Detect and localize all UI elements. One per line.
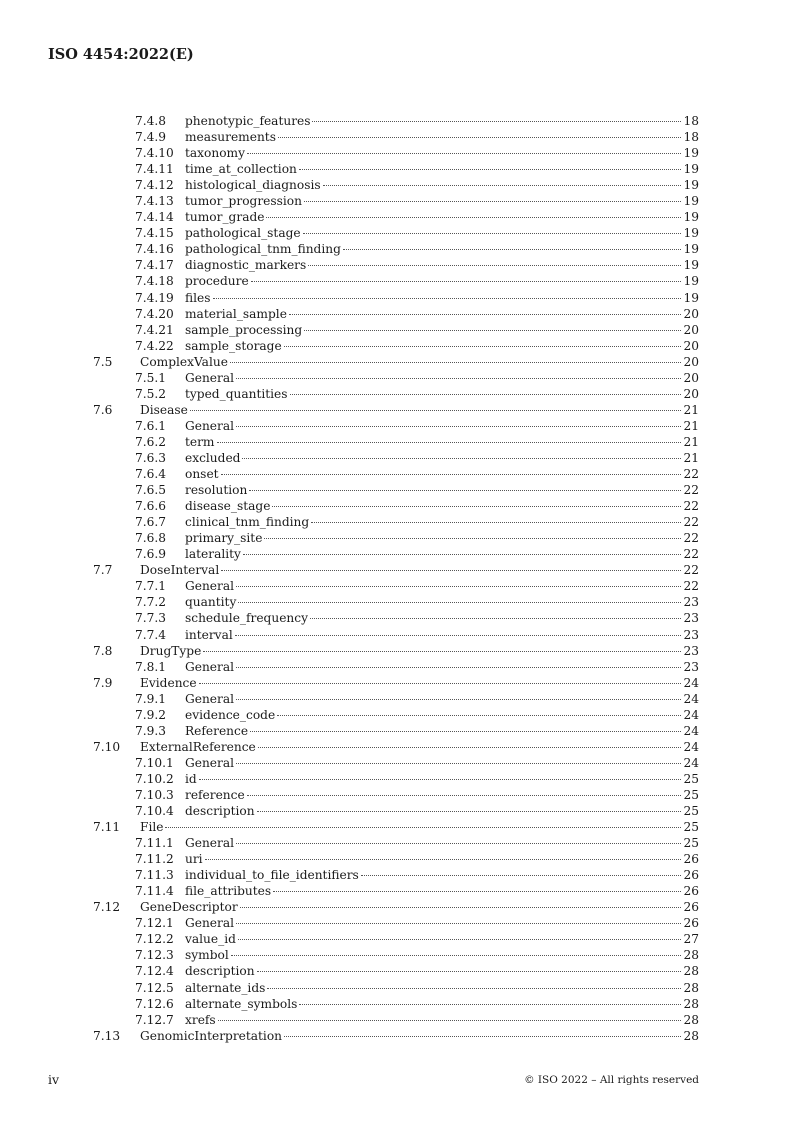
toc-entry-page: 24 [683,691,699,706]
toc-entry-title: description [185,804,255,819]
toc-entry[interactable] [93,434,699,450]
dot-leader [205,859,681,860]
dot-leader [312,121,681,122]
toc-entry-title: tumor_progression [185,194,302,209]
toc-entry[interactable] [93,450,699,466]
toc-entry-title: value_id [185,932,236,947]
toc-entry-number: 7.9 [93,675,113,690]
page-number: iv [48,1072,60,1087]
toc-entry-title: sample_processing [185,322,303,337]
toc-entry-page: 22 [683,563,699,578]
toc-entry-page: 23 [683,595,699,610]
toc-entry-title: onset [185,467,219,482]
toc-entry-page: 20 [683,338,699,353]
toc-entry-title: General [185,370,234,385]
dot-leader [290,394,681,395]
toc-entry-number: 7.5.2 [135,386,167,401]
dot-leader [236,378,681,379]
toc-entry-title: General [185,836,234,851]
toc-entry-number: 7.4.20 [135,306,174,321]
toc-entry-number: 7.7.2 [135,595,167,610]
toc-entry[interactable] [93,659,699,675]
toc-entry-title: typed_quantities [185,386,288,401]
toc-entry-title: individual_to_file_identifiers [185,868,359,883]
dot-leader [190,410,681,411]
toc-entry-number: 7.6.2 [135,434,167,449]
toc-entry[interactable] [93,691,699,707]
toc-entry-page: 19 [683,258,699,273]
toc-entry-number: 7.6.3 [135,450,167,465]
dot-leader [213,298,682,299]
toc-entry-page: 22 [683,531,699,546]
toc-entry-page: 22 [683,547,699,562]
toc-entry-title: interval [185,627,233,642]
dot-leader [304,330,681,331]
toc-entry-page: 18 [683,130,699,145]
toc-entry-title: quantity [185,595,237,610]
toc-entry-number: 7.12.2 [135,932,174,947]
dot-leader [257,971,681,972]
toc-entry-title: ComplexValue [140,354,228,369]
toc-entry-title: procedure [185,274,249,289]
dot-leader [273,891,681,892]
dot-leader [236,426,681,427]
dot-leader [278,137,681,138]
toc-entry-title: xrefs [185,1012,216,1027]
toc-entry-number: 7.6.7 [135,515,167,530]
toc-entry-title: diagnostic_markers [185,258,307,273]
toc-entry[interactable] [93,707,699,723]
toc-entry-page: 19 [683,274,699,289]
dot-leader [264,538,681,539]
toc-entry[interactable] [93,225,699,241]
toc-entry[interactable] [93,482,699,498]
dot-leader [284,1036,681,1037]
dot-leader [238,602,681,603]
toc-entry[interactable] [93,145,699,161]
dot-leader [203,651,681,652]
dot-leader [258,747,681,748]
toc-entry[interactable] [93,883,699,899]
toc-entry-number: 7.10.4 [135,804,174,819]
toc-entry-title: General [185,659,234,674]
toc-entry-page: 28 [683,996,699,1011]
toc-entry-number: 7.9.3 [135,723,167,738]
toc-entry-page: 23 [683,659,699,674]
toc-entry[interactable] [93,354,699,370]
toc-entry-number: 7.4.11 [135,162,174,177]
toc-entry-title: sample_storage [185,338,282,353]
toc-entry-page: 28 [683,1012,699,1027]
toc-entry-title: pathological_stage [185,226,301,241]
toc-entry[interactable] [93,915,699,931]
toc-entry[interactable] [93,530,699,546]
toc-entry-title: evidence_code [185,707,276,722]
dot-leader [221,570,681,571]
toc-entry[interactable] [93,322,699,338]
toc-entry-title: GenomicInterpretation [140,1028,283,1043]
toc-entry[interactable] [93,386,699,402]
toc-entry-page: 19 [683,242,699,257]
toc-entry-page: 26 [683,852,699,867]
toc-entry-number: 7.11.4 [135,884,174,899]
toc-entry-number: 7.9.2 [135,707,167,722]
toc-entry-title: alternate_symbols [185,996,298,1011]
toc-entry[interactable] [93,996,699,1012]
toc-entry-page: 19 [683,194,699,209]
toc-entry-number: 7.4.17 [135,258,174,273]
toc-entry-page: 24 [683,739,699,754]
toc-entry-page: 23 [683,627,699,642]
toc-entry-title: General [185,755,234,770]
toc-entry-title: material_sample [185,306,287,321]
toc-entry-title: DoseInterval [140,563,220,578]
toc-entry[interactable] [93,177,699,193]
toc-entry-title: excluded [185,450,241,465]
toc-entry[interactable] [93,899,699,915]
toc-entry-page: 21 [683,418,699,433]
toc-entry-page: 19 [683,178,699,193]
dot-leader [267,988,681,989]
toc-entry-number: 7.6 [93,402,113,417]
toc-entry-page: 20 [683,370,699,385]
dot-leader [310,618,681,619]
toc-entry-title: General [185,691,234,706]
dot-leader [236,699,681,700]
toc-entry-title: taxonomy [185,146,246,161]
toc-entry[interactable] [93,771,699,787]
dot-leader [323,185,681,186]
dot-leader [289,314,681,315]
toc-entry-page: 24 [683,755,699,770]
dot-leader [343,249,681,250]
toc-entry-number: 7.10.1 [135,755,174,770]
toc-entry-title: schedule_frequency [185,611,308,626]
toc-entry-title: Evidence [140,675,197,690]
toc-entry-number: 7.4.16 [135,242,174,257]
toc-entry-title: primary_site [185,531,263,546]
toc-entry[interactable] [93,787,699,803]
toc-entry-page: 25 [683,804,699,819]
toc-entry-page: 26 [683,916,699,931]
toc-entry[interactable] [93,1012,699,1028]
toc-entry[interactable] [93,273,699,289]
toc-entry-page: 20 [683,354,699,369]
toc-entry-number: 7.4.8 [135,114,167,128]
dot-leader [236,763,681,764]
toc-entry-number: 7.11.3 [135,868,174,883]
dot-leader [230,362,681,363]
toc-entry-title: symbol [185,948,229,963]
toc-entry-title: time_at_collection [185,162,297,177]
dot-leader [242,458,681,459]
toc-entry-number: 7.9.1 [135,691,167,706]
toc-entry-title: uri [185,852,203,867]
dot-leader [217,442,682,443]
toc-entry-title: General [185,916,234,931]
toc-entry-title: phenotypic_features [185,114,311,128]
toc-entry[interactable] [93,161,699,177]
toc-entry[interactable] [93,466,699,482]
toc-entry[interactable] [93,113,699,129]
dot-leader [221,474,681,475]
toc-entry-page: 25 [683,787,699,802]
toc-entry[interactable] [93,755,699,771]
toc-entry-number: 7.7.4 [135,627,167,642]
toc-entry-number: 7.4.14 [135,210,174,225]
dot-leader [199,779,681,780]
toc-entry-number: 7.11 [93,820,121,835]
toc-entry-page: 24 [683,707,699,722]
dot-leader [236,667,681,668]
toc-entry-number: 7.10.2 [135,771,174,786]
toc-entry[interactable] [93,257,699,273]
toc-entry[interactable] [93,562,699,578]
toc-entry[interactable] [93,675,699,691]
toc-entry[interactable] [93,498,699,514]
toc-entry[interactable] [93,418,699,434]
toc-entry-number: 7.10 [93,739,121,754]
toc-entry[interactable] [93,610,699,626]
toc-entry-title: Reference [185,723,249,738]
toc-entry-page: 19 [683,146,699,161]
dot-leader [236,843,681,844]
toc-entry-page: 28 [683,948,699,963]
toc-entry-page: 20 [683,322,699,337]
toc-entry[interactable] [93,370,699,386]
toc-entry-number: 7.6.9 [135,547,167,562]
dot-leader [165,827,681,828]
toc-entry-number: 7.4.12 [135,178,174,193]
toc-entry-page: 23 [683,643,699,658]
toc-entry[interactable] [93,723,699,739]
toc-entry-number: 7.4.21 [135,322,174,337]
toc-entry-title: resolution [185,483,248,498]
toc-entry-title: GeneDescriptor [140,900,238,915]
dot-leader [303,233,681,234]
dot-leader [272,506,681,507]
toc-entry[interactable] [93,1028,699,1044]
dot-leader [266,217,681,218]
toc-entry[interactable] [93,514,699,530]
copyright-notice: © ISO 2022 – All rights reserved [524,1074,699,1086]
toc-entry[interactable] [93,739,699,755]
document-id-header: ISO 4454:2022(E) [48,46,194,63]
toc-entry-title: clinical_tnm_finding [185,515,310,530]
toc-entry-title: reference [185,787,245,802]
toc-entry-page: 25 [683,771,699,786]
toc-entry-number: 7.12.7 [135,1012,174,1027]
toc-entry-number: 7.8 [93,643,113,658]
toc-entry-page: 23 [683,611,699,626]
toc-entry-title: tumor_grade [185,210,265,225]
toc-entry-number: 7.6.5 [135,483,167,498]
dot-leader [299,1004,681,1005]
toc-entry[interactable] [93,546,699,562]
toc-entry-number: 7.4.18 [135,274,174,289]
toc-entry-page: 19 [683,162,699,177]
toc-entry-number: 7.4.9 [135,130,167,145]
toc-entry-number: 7.5.1 [135,370,167,385]
dot-leader [277,715,681,716]
toc-entry-number: 7.12.6 [135,996,174,1011]
table-of-contents [93,113,699,1044]
dot-leader [235,635,681,636]
toc-entry-number: 7.12.3 [135,948,174,963]
toc-entry-page: 19 [683,226,699,241]
dot-leader [199,683,681,684]
toc-entry-number: 7.10.3 [135,787,174,802]
toc-entry-page: 21 [683,434,699,449]
toc-entry[interactable] [93,193,699,209]
toc-entry-page: 28 [683,980,699,995]
toc-entry[interactable] [93,835,699,851]
toc-entry[interactable] [93,129,699,145]
dot-leader [361,875,681,876]
toc-entry-page: 18 [683,114,699,128]
toc-entry-page: 26 [683,868,699,883]
toc-entry-page: 28 [683,1028,699,1043]
toc-entry-number: 7.12.5 [135,980,174,995]
toc-entry[interactable] [93,803,699,819]
toc-entry-number: 7.6.6 [135,499,167,514]
toc-entry-number: 7.7 [93,563,113,578]
toc-entry-number: 7.7.3 [135,611,167,626]
dot-leader [231,955,681,956]
toc-entry-page: 20 [683,306,699,321]
toc-entry-title: histological_diagnosis [185,178,321,193]
dot-leader [247,795,681,796]
dot-leader [311,522,681,523]
toc-entry[interactable] [93,980,699,996]
toc-entry-number: 7.5 [93,354,113,369]
toc-entry-number: 7.7.1 [135,579,167,594]
toc-entry-number: 7.6.8 [135,531,167,546]
toc-entry-number: 7.11.1 [135,836,174,851]
toc-entry-number: 7.4.15 [135,226,174,241]
toc-entry-page: 21 [683,450,699,465]
toc-entry-title: file_attributes [185,884,272,899]
toc-entry-page: 19 [683,290,699,305]
toc-entry-title: DrugType [140,643,202,658]
dot-leader [308,265,681,266]
toc-entry-title: General [185,418,234,433]
toc-entry-number: 7.4.13 [135,194,174,209]
toc-entry-page: 20 [683,386,699,401]
toc-entry-number: 7.8.1 [135,659,167,674]
toc-entry-page: 24 [683,723,699,738]
toc-entry-number: 7.4.19 [135,290,174,305]
dot-leader [240,907,681,908]
toc-entry-page: 24 [683,675,699,690]
toc-entry-number: 7.13 [93,1028,121,1043]
dot-leader [299,169,681,170]
dot-leader [284,346,681,347]
toc-entry-title: disease_stage [185,499,271,514]
toc-entry[interactable] [93,594,699,610]
toc-entry-page: 22 [683,467,699,482]
toc-entry-title: alternate_ids [185,980,266,995]
toc-entry-page: 26 [683,884,699,899]
toc-entry-number: 7.12 [93,900,121,915]
toc-entry-number: 7.12.4 [135,964,174,979]
dot-leader [250,731,681,732]
toc-entry-title: File [140,820,164,835]
toc-entry[interactable] [93,402,699,418]
toc-entry-number: 7.11.2 [135,852,174,867]
toc-entry[interactable] [93,931,699,947]
toc-entry-page: 25 [683,820,699,835]
dot-leader [236,923,681,924]
dot-leader [257,811,681,812]
toc-entry-page: 22 [683,579,699,594]
toc-entry-page: 22 [683,515,699,530]
dot-leader [238,939,681,940]
toc-entry-page: 27 [683,932,699,947]
toc-entry-page: 19 [683,210,699,225]
toc-entry-number: 7.4.22 [135,338,174,353]
toc-entry-page: 21 [683,402,699,417]
dot-leader [236,586,681,587]
toc-entry[interactable] [93,867,699,883]
toc-entry-page: 28 [683,964,699,979]
toc-entry[interactable] [93,578,699,594]
toc-entry-number: 7.12.1 [135,916,174,931]
toc-entry[interactable] [93,851,699,867]
toc-entry[interactable] [93,338,699,354]
toc-entry-title: measurements [185,130,276,145]
toc-entry-page: 26 [683,900,699,915]
dot-leader [249,490,681,491]
toc-entry[interactable] [93,306,699,322]
toc-entry[interactable] [93,947,699,963]
toc-entry-number: 7.6.4 [135,467,167,482]
toc-entry-title: General [185,579,234,594]
toc-entry-number: 7.6.1 [135,418,167,433]
toc-entry-title: ExternalReference [140,739,256,754]
toc-entry-title: id [185,771,197,786]
dot-leader [218,1020,681,1021]
toc-entry-page: 22 [683,483,699,498]
toc-entry[interactable] [93,627,699,643]
toc-entry[interactable] [93,209,699,225]
toc-entry-title: term [185,434,215,449]
toc-entry-number: 7.4.10 [135,146,174,161]
toc-entry[interactable] [93,963,699,979]
toc-entry[interactable] [93,643,699,659]
dot-leader [243,554,681,555]
dot-leader [247,153,681,154]
dot-leader [251,281,681,282]
toc-entry-page: 25 [683,836,699,851]
toc-entry[interactable] [93,290,699,306]
toc-entry-title: Disease [140,402,188,417]
toc-entry-page: 22 [683,499,699,514]
dot-leader [304,201,681,202]
toc-entry-title: files [185,290,211,305]
toc-entry[interactable] [93,241,699,257]
toc-entry-title: pathological_tnm_finding [185,242,341,257]
toc-entry[interactable] [93,819,699,835]
toc-entry-title: description [185,964,255,979]
toc-entry-title: laterality [185,547,241,562]
